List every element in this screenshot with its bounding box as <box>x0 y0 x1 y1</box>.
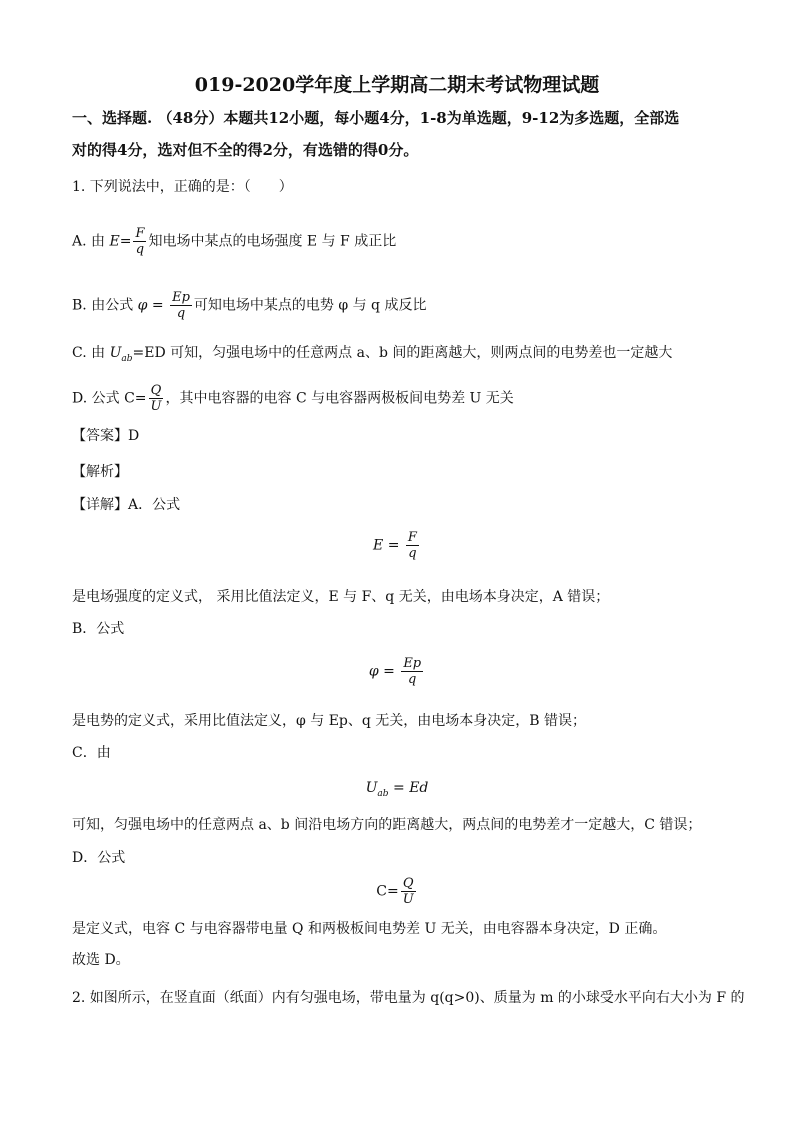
explanation-a: 是电场强度的定义式， 采用比值法定义，E 与 F、q 无关，由电场本身决定，A 错误； <box>72 589 610 605</box>
fraction: $\frac{Q}{U}$ <box>150 383 162 414</box>
question-1-stem: 1. 下列说法中，正确的是：（ ） <box>72 179 293 195</box>
explanation-d: 是定义式，电容 C 与电容器带电量 Q 和两极板间电势差 U 无关，由电容器本身决定，D 正确。 <box>72 921 667 937</box>
detail-a-label: 【详解】A．公式 <box>72 497 181 513</box>
equation-d: C= $\frac{Q}{U}$ <box>376 876 414 907</box>
label-b: B．公式 <box>72 621 125 637</box>
question-1-option-b: B. 由公式 φ = $\frac{Ep}{q}$ 可知电场中某点的电势 φ 与 q 成反比 <box>72 290 427 321</box>
answer-label: 【答案】D <box>72 428 140 444</box>
fraction: $\frac{F}{q}$ <box>135 226 145 257</box>
question-1-option-d: D. 公式 C= $\frac{Q}{U}$ ，其中电容器的电容 C 与电容器两极板间电势差 U 无关 <box>72 383 514 414</box>
fraction: $\frac{Ep}{q}$ <box>172 290 190 321</box>
section-heading-line1: 一、选择题. （48分）本题共12小题，每小题4分，1-8为单选题，9-12为多选题，全部选 <box>72 109 680 127</box>
equation-b: φ = $\frac{Ep}{q}$ <box>368 656 422 687</box>
fraction: $\frac{Ep}{q}$ <box>403 656 422 687</box>
analysis-label: 【解析】 <box>72 464 128 480</box>
fraction: $\frac{Q}{U}$ <box>402 876 414 907</box>
label-d: D．公式 <box>72 850 126 866</box>
equation-a: E = $\frac{F}{q}$ <box>373 530 417 561</box>
equation-c: $U_{ab} = Ed$ <box>365 780 429 799</box>
question-2-stem: 2. 如图所示，在竖直面（纸面）内有匀强电场，带电量为 q(q>0)、质量为 m 的小球受水平向右大小为 F 的 <box>72 990 745 1006</box>
explanation-b: 是电势的定义式，采用比值法定义，φ 与 Ep、q 无关，由电场本身决定，B 错误； <box>72 713 587 729</box>
conclusion: 故选 D。 <box>72 952 130 968</box>
section-heading-line2: 对的得4分，选对但不全的得2分，有选错的得0分。 <box>72 141 419 159</box>
label-c: C．由 <box>72 745 111 761</box>
question-1-option-a: A. 由 E= $\frac{F}{q}$ 知电场中某点的电场强度 E 与 F 成正比 <box>72 226 397 257</box>
explanation-c: 可知，匀强电场中的任意两点 a、b 间沿电场方向的距离越大，两点间的电势差才一定越大，C 错误； <box>72 817 702 833</box>
fraction: $\frac{F}{q}$ <box>407 530 417 561</box>
page-title: 019-2020学年度上学期高二期末考试物理试题 <box>194 74 600 96</box>
question-1-option-c: C. 由 $U_{ab}=ED$ 可知，匀强电场中的任意两点 a、b 间的距离越大，则两点间的电势差也一定越大 <box>72 345 673 364</box>
